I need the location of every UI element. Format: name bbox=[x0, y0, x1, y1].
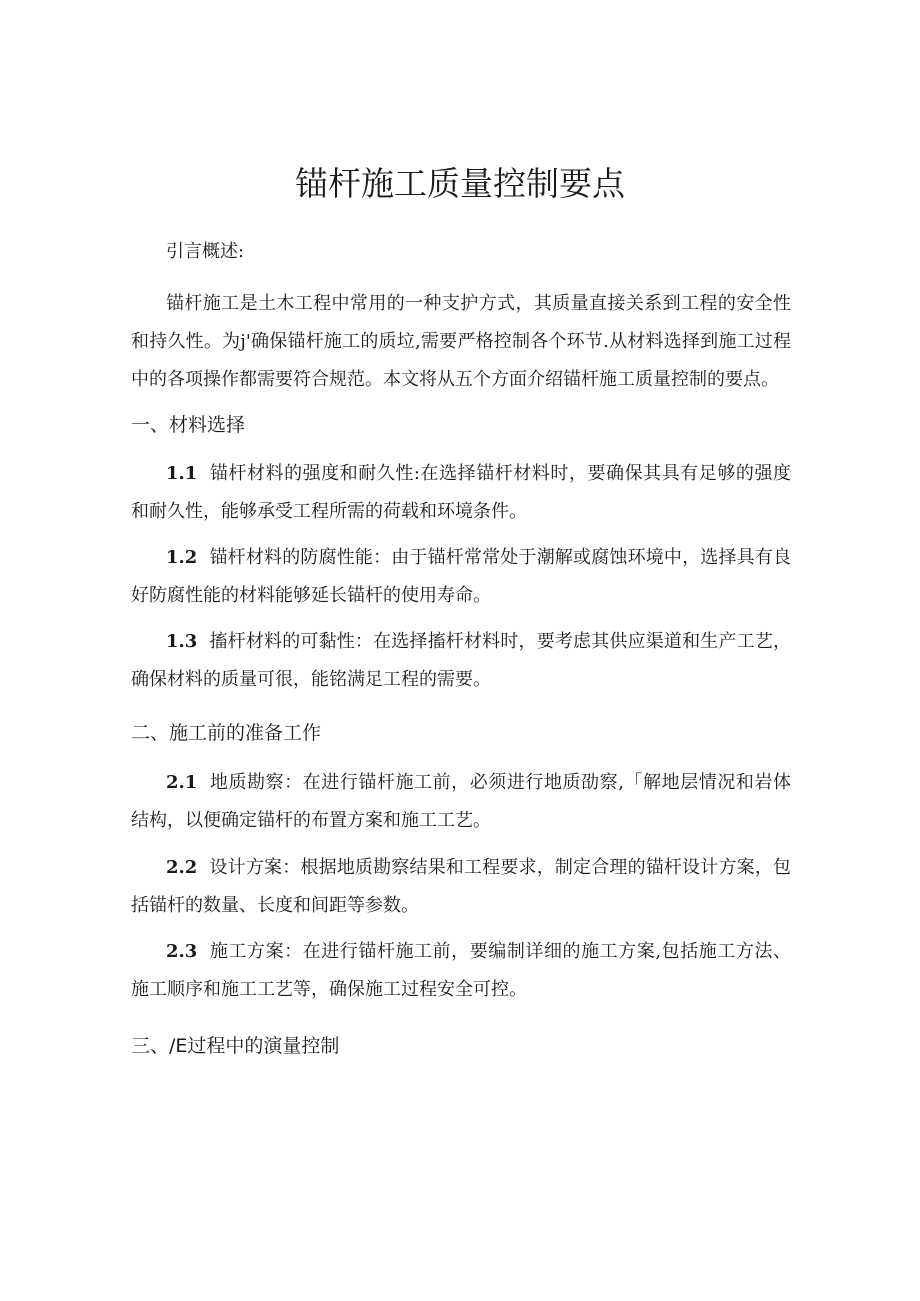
item-text: 设计方案：根据地质勘察结果和工程要求，制定合理的锚杆设计方案，包括锚杆的数量、长度和间距等参数。 bbox=[131, 857, 791, 916]
section-heading-preparation: 二、施工前的准备工作 bbox=[131, 722, 322, 744]
intro-paragraph: 锚杆施工是土木工程中常用的一种支护方式，其质量直接关系到工程的安全性和持久性。为j'确保锚杆施工的质垃,需要严格控制各个环节.从材料选择到施工过程中的各项操作都需要符合规范。本文将从五个方面介绍锚杆施工质量控制的要点。 bbox=[131, 293, 791, 390]
item-number: 2.3 bbox=[166, 941, 198, 962]
item-number: 2.1 bbox=[166, 772, 198, 793]
section-heading-process-quality: 三、/E过程中的演量控制 bbox=[131, 1035, 340, 1057]
item-text: 搐杆材料的可黏性：在选择搐杆材料时，要考虑其供应渠道和生产工艺，确保材料的质量可很，能铭满足工程的需要。 bbox=[131, 631, 791, 690]
list-item bbox=[131, 849, 791, 925]
item-text: 锚杆材料的防腐性能：由于锚杆常常处于潮解或腐蚀环境中，选择具有良好防腐性能的材料能够延长锚杆的使用寿命。 bbox=[131, 547, 791, 606]
item-number: 1.3 bbox=[166, 631, 198, 652]
item-number: 2.2 bbox=[166, 857, 198, 878]
list-item bbox=[131, 539, 791, 615]
item-text: 锚杆材料的强度和耐久性:在选择锚杆材料时，要确保其具有足够的强度和耐久性，能够承受工程所需的荷载和环境条件。 bbox=[131, 463, 791, 522]
list-item bbox=[131, 764, 791, 840]
page-title: 锚杆施工质量控制要点 bbox=[295, 164, 625, 203]
item-number: 1.1 bbox=[166, 463, 198, 484]
list-item bbox=[131, 623, 791, 699]
item-text: 地质勘察：在进行锚杆施工前，必须进行地质劭察,「解地层情况和岩体结构，以便确定锚杆的布置方案和施工工艺。 bbox=[131, 772, 791, 831]
list-item bbox=[131, 455, 791, 531]
list-item bbox=[131, 933, 791, 1009]
item-text: 施工方案：在进行锚杆施工前，要编制详细的施工方案,包括施工方法、施工顺序和施工工艺等，确保施工过程安全可控。 bbox=[131, 941, 791, 1000]
item-number: 1.2 bbox=[166, 547, 198, 568]
section-heading-materials: 一、材料选择 bbox=[131, 414, 246, 436]
intro-label: 引言概述: bbox=[166, 241, 245, 262]
